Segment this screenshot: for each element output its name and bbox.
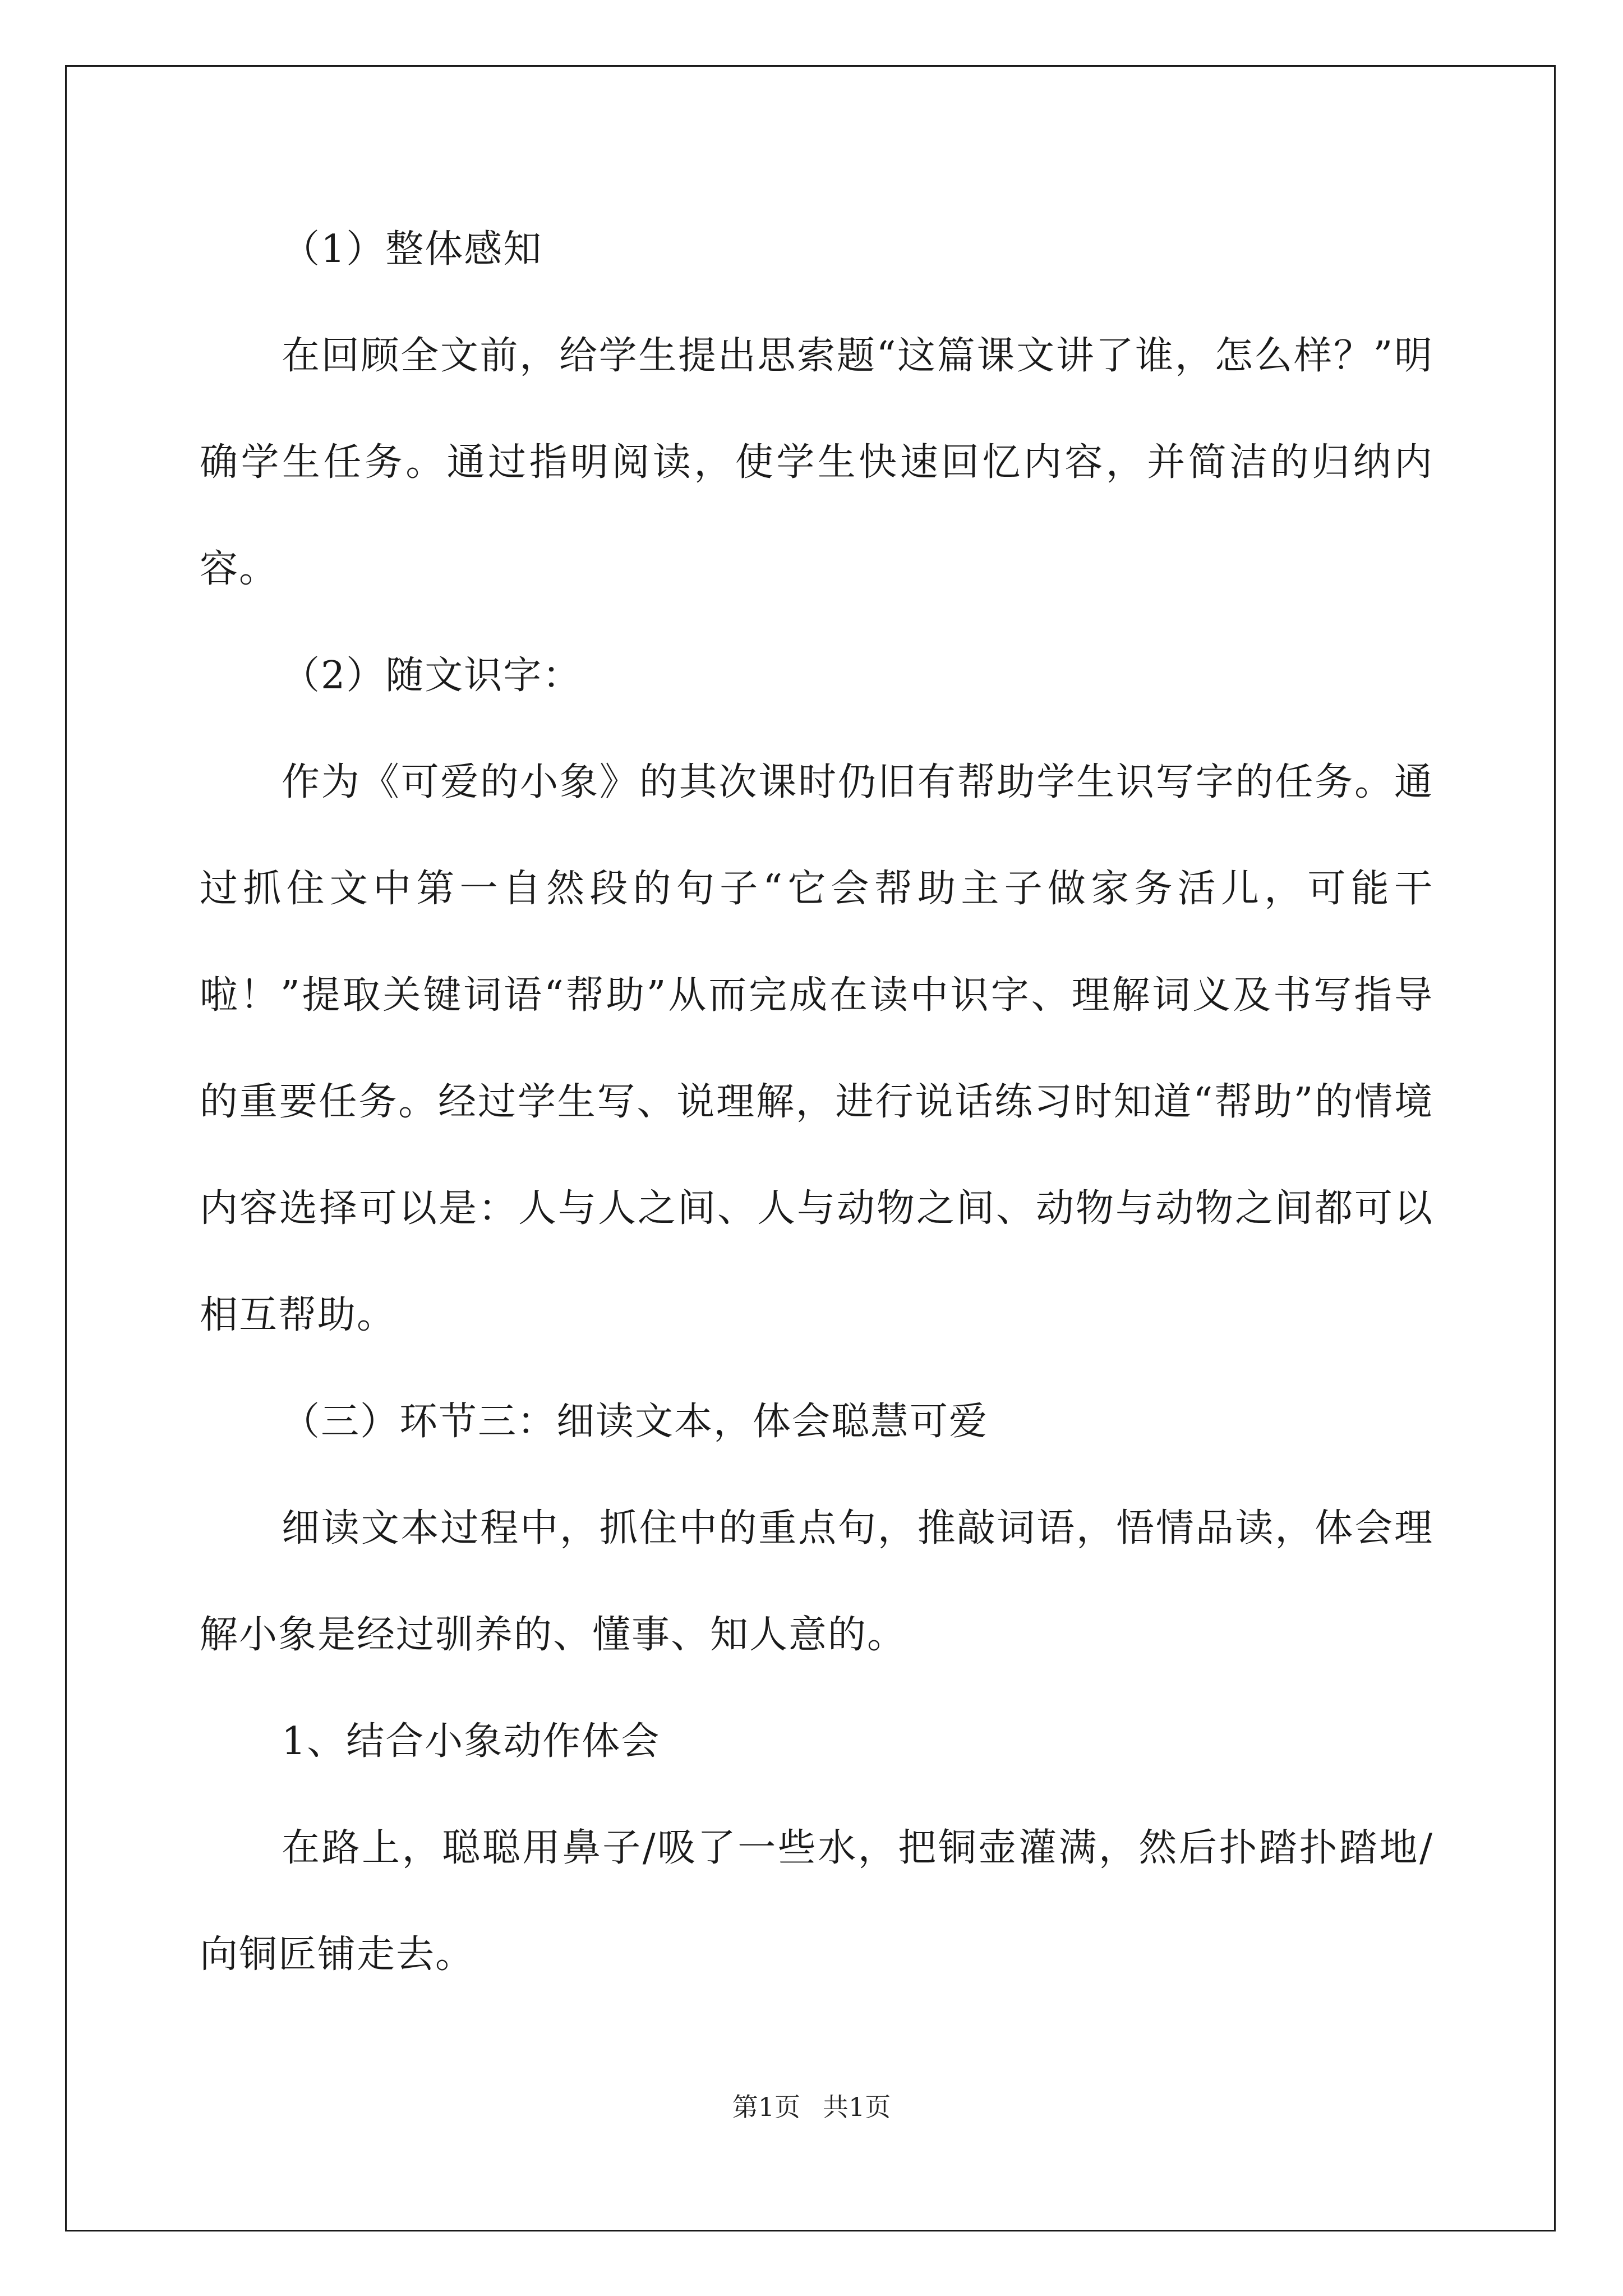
paragraph-review: 在回顾全文前，给学生提出思索题“这篇课文讲了谁，怎么样？”明确学生任务。通过指明阅读，使学生快速回忆内容，并简洁的归纳内容。 — [200, 334, 1433, 591]
paragraph-example-sentence: 在路上，聪聪用鼻子/吸了一些水，把铜壶灌满，然后扑踏扑踏地/向铜匠铺走去。 — [200, 1826, 1433, 1977]
paragraph-heading-1: （1）整体感知 — [282, 227, 543, 272]
page-total: 共1页 — [823, 2092, 891, 2122]
document-body — [200, 196, 1433, 2008]
page-footer — [0, 2087, 1623, 2124]
paragraph-heading-2: （2）随文识字： — [282, 654, 582, 698]
paragraph-heading-4: 1、结合小象动作体会 — [282, 1719, 661, 1764]
paragraph-close-reading: 细读文本过程中，抓住中的重点句，推敲词语，悟情品读，体会理解小象是经过驯养的、懂事、知人意的。 — [200, 1506, 1433, 1657]
page-number: 第1页 — [732, 2092, 800, 2122]
paragraph-heading-3: （三）环节三：细读文本，体会聪慧可爱 — [282, 1400, 989, 1444]
paragraph-literacy: 作为《可爱的小象》的其次课时仍旧有帮助学生识写字的任务。通过抓住文中第一自然段的句子“它会帮助主子做家务活儿，可能干啦！”提取关键词语“帮助”从而完成在读中识字、理解词义及书写指导的重要任务。经过学生写、说理解，进行说话练习时知道“帮助”的情境内容选择可以是：人与人之间、人与动物之间、动物与动物之间都可以相互帮助。 — [200, 760, 1433, 1337]
